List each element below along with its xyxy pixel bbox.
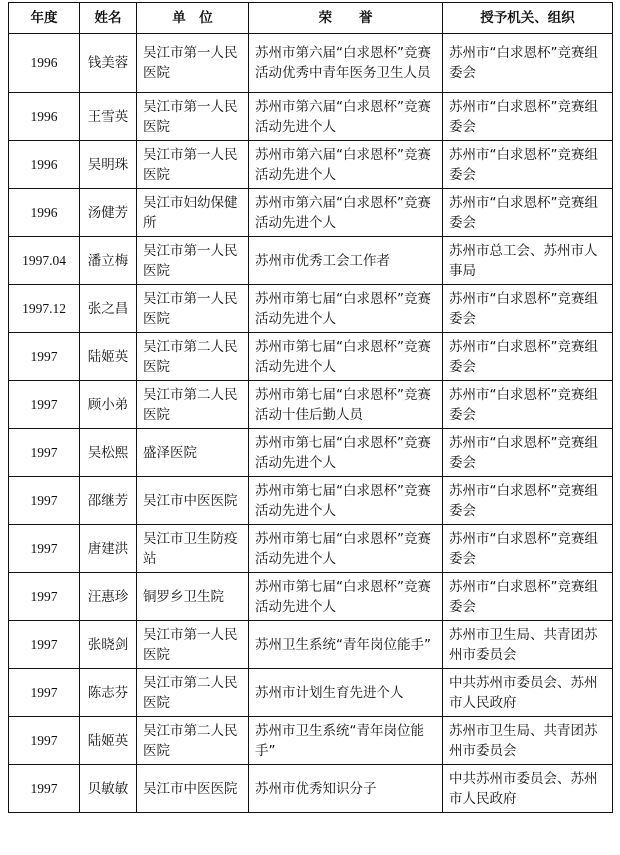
cell-unit: 吴江市卫生防疫站 (137, 525, 249, 573)
cell-org: 苏州市卫生局、共青团苏州市委员会 (443, 717, 613, 765)
table-row (9, 669, 613, 717)
cell-honor: 苏州市第七届“白求恩杯”竞赛活动先进个人 (249, 573, 443, 621)
table-row (9, 429, 613, 477)
cell-name: 顾小弟 (80, 381, 137, 429)
cell-org: 苏州市“白求恩杯”竞赛组委会 (443, 93, 613, 141)
cell-unit: 吴江市中医医院 (137, 765, 249, 813)
cell-unit: 吴江市第一人民医院 (137, 34, 249, 93)
cell-name: 潘立梅 (80, 237, 137, 285)
cell-org: 苏州市“白求恩杯”竞赛组委会 (443, 429, 613, 477)
cell-honor: 苏州市第六届“白求恩杯”竞赛活动先进个人 (249, 141, 443, 189)
table-row (9, 237, 613, 285)
table-header (9, 3, 613, 34)
cell-org: 苏州市卫生局、共青团苏州市委员会 (443, 621, 613, 669)
cell-name: 邵继芳 (80, 477, 137, 525)
cell-honor: 苏州市第七届“白求恩杯”竞赛活动先进个人 (249, 333, 443, 381)
cell-org: 苏州市“白求恩杯”竞赛组委会 (443, 381, 613, 429)
header-unit: 单 位 (137, 3, 249, 34)
cell-org: 中共苏州市委员会、苏州市人民政府 (443, 669, 613, 717)
cell-honor: 苏州市第七届“白求恩杯”竞赛活动先进个人 (249, 429, 443, 477)
cell-org: 苏州市“白求恩杯”竞赛组委会 (443, 477, 613, 525)
cell-org: 苏州市“白求恩杯”竞赛组委会 (443, 141, 613, 189)
cell-org: 苏州市“白求恩杯”竞赛组委会 (443, 34, 613, 93)
cell-name: 吴松熙 (80, 429, 137, 477)
cell-name: 王雪英 (80, 93, 137, 141)
cell-year: 1997.04 (9, 237, 80, 285)
header-org: 授予机关、组织 (443, 3, 613, 34)
table-row (9, 189, 613, 237)
cell-year: 1996 (9, 141, 80, 189)
cell-honor: 苏州市第六届“白求恩杯”竞赛活动先进个人 (249, 93, 443, 141)
cell-year: 1997 (9, 717, 80, 765)
cell-unit: 吴江市第一人民医院 (137, 141, 249, 189)
table-row (9, 573, 613, 621)
cell-year: 1997 (9, 381, 80, 429)
cell-year: 1996 (9, 189, 80, 237)
cell-name: 钱美蓉 (80, 34, 137, 93)
cell-name: 吴明珠 (80, 141, 137, 189)
cell-unit: 吴江市第一人民医院 (137, 237, 249, 285)
cell-year: 1997 (9, 525, 80, 573)
cell-honor: 苏州市优秀工会工作者 (249, 237, 443, 285)
table-body (9, 34, 613, 813)
cell-honor: 苏州市第七届“白求恩杯”竞赛活动先进个人 (249, 525, 443, 573)
cell-unit: 吴江市第一人民医院 (137, 621, 249, 669)
cell-name: 陆姬英 (80, 717, 137, 765)
cell-unit: 吴江市中医医院 (137, 477, 249, 525)
table-row (9, 477, 613, 525)
cell-year: 1997 (9, 621, 80, 669)
table-row (9, 765, 613, 813)
table-row (9, 141, 613, 189)
cell-unit: 吴江市第二人民医院 (137, 717, 249, 765)
cell-org: 苏州市总工会、苏州市人事局 (443, 237, 613, 285)
cell-name: 唐建洪 (80, 525, 137, 573)
cell-honor: 苏州市第七届“白求恩杯”竞赛活动先进个人 (249, 477, 443, 525)
cell-year: 1997 (9, 333, 80, 381)
cell-name: 贝敏敏 (80, 765, 137, 813)
cell-unit: 吴江市第一人民医院 (137, 93, 249, 141)
cell-unit: 吴江市第二人民医院 (137, 333, 249, 381)
cell-year: 1996 (9, 93, 80, 141)
cell-unit: 吴江市第二人民医院 (137, 381, 249, 429)
header-honor: 荣 誉 (249, 3, 443, 34)
table-row (9, 34, 613, 93)
cell-honor: 苏州市第七届“白求恩杯”竞赛活动先进个人 (249, 285, 443, 333)
cell-honor: 苏州市第六届“白求恩杯”竞赛活动优秀中青年医务卫生人员 (249, 34, 443, 93)
cell-year: 1997 (9, 765, 80, 813)
table-row (9, 621, 613, 669)
cell-unit: 吴江市妇幼保健所 (137, 189, 249, 237)
cell-unit: 铜罗乡卫生院 (137, 573, 249, 621)
header-year: 年度 (9, 3, 80, 34)
cell-name: 汤健芳 (80, 189, 137, 237)
cell-year: 1997 (9, 477, 80, 525)
cell-honor: 苏州市第七届“白求恩杯”竞赛活动十佳后勤人员 (249, 381, 443, 429)
cell-org: 苏州市“白求恩杯”竞赛组委会 (443, 189, 613, 237)
cell-year: 1997 (9, 573, 80, 621)
cell-name: 陈志芬 (80, 669, 137, 717)
cell-unit: 盛泽医院 (137, 429, 249, 477)
honors-table (8, 2, 613, 813)
header-name: 姓名 (80, 3, 137, 34)
cell-org: 苏州市“白求恩杯”竞赛组委会 (443, 333, 613, 381)
cell-org: 苏州市“白求恩杯”竞赛组委会 (443, 573, 613, 621)
table-row (9, 285, 613, 333)
header-row (9, 3, 613, 34)
cell-org: 苏州市“白求恩杯”竞赛组委会 (443, 285, 613, 333)
cell-name: 汪惠珍 (80, 573, 137, 621)
cell-name: 陆姬英 (80, 333, 137, 381)
cell-honor: 苏州卫生系统“青年岗位能手” (249, 621, 443, 669)
cell-year: 1996 (9, 34, 80, 93)
cell-org: 苏州市“白求恩杯”竞赛组委会 (443, 525, 613, 573)
table-row (9, 525, 613, 573)
cell-year: 1997 (9, 669, 80, 717)
cell-honor: 苏州市优秀知识分子 (249, 765, 443, 813)
cell-org: 中共苏州市委员会、苏州市人民政府 (443, 765, 613, 813)
table-row (9, 717, 613, 765)
cell-year: 1997 (9, 429, 80, 477)
cell-unit: 吴江市第一人民医院 (137, 285, 249, 333)
cell-name: 张之昌 (80, 285, 137, 333)
cell-honor: 苏州市卫生系统“青年岗位能手” (249, 717, 443, 765)
cell-honor: 苏州市第六届“白求恩杯”竞赛活动先进个人 (249, 189, 443, 237)
table-row (9, 333, 613, 381)
cell-unit: 吴江市第二人民医院 (137, 669, 249, 717)
cell-honor: 苏州市计划生育先进个人 (249, 669, 443, 717)
table-row (9, 93, 613, 141)
cell-name: 张晓剑 (80, 621, 137, 669)
cell-year: 1997.12 (9, 285, 80, 333)
table-row (9, 381, 613, 429)
